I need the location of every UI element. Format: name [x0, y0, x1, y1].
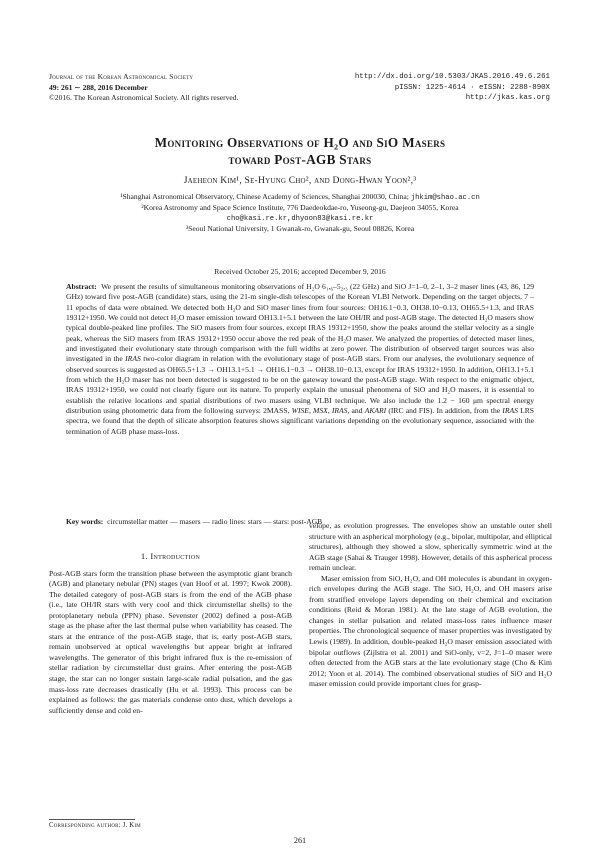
doi-header — [290, 72, 550, 104]
section-heading: 1. Introduction — [140, 551, 201, 561]
copyright-line: ©2016. The Korean Astronomical Society. All rights reserved. — [49, 93, 239, 102]
abstract-wise: WISE — [291, 406, 309, 416]
abstract-iras-1: IRAS — [125, 354, 141, 364]
issn-line: pISSN: 1225-4614 · eISSN: 2288-890X — [394, 83, 550, 92]
intro-paragraph-1: Post-AGB stars form the transition phase between the asymptotic giant branch (AGB) and planetary nebular (PN) stages (van Hoof et al. 1997; Kwok 2008). The detailed category of post-AGB stars is from the end of the AGB phase (i.e., late OH/IR stars with very cool and thick circumstellar shells) to the protoplanetary nebula (PPN) phase. Sevenster (2002) defined a post-AGB stage as the phase after the last thermal pulse when variability has ceased. The stars at the entrance of the post-AGB stage, that is, early post-AGB stars, remain unobserved at optical wavelengths but appear bright at infrared wavelengths. The generator of this bright infrared flux is the re-emission of stellar radiation by circumstellar dust grains. After entering the post-AGB stage, the star can no longer sustain large-scale radial pulsation, and the gas mass-loss rate decreases drastically (Hu et al. 1993). This process can be explained as follows: the gas materials condense onto dust, which develops a sufficiently dense and cold en- — [49, 568, 292, 715]
journal-url[interactable]: http://jkas.kas.org — [465, 94, 550, 102]
keywords-text: circumstellar matter — masers — radio lines: stars — stars: post-AGB — [107, 517, 323, 526]
abstract-sep-2: , — [327, 406, 332, 416]
abstract-text-1: We present the results of simultaneous monitoring observations of H₂O 6₁,₆–5₂,₃ (22 GHz) and SiO J=1–0, 2–1, 3–2 maser lines (43, 86, 129 GHz) toward five post-AGB (candidate) stars, using the 21-m single-dish telescopes of the Korean VLBI Network. Depending on the target objects, 7 – 11 epochs of data were obtained. We detected both H₂O and SiO maser lines from four sources: OH16.1−0.3, OH38.10−0.13, OH65.5+1.3, and IRAS 19312+1950. We could not detect H₂O maser emission toward OH13.1+5.1 between the late OH/IR and post-AGB stage. The detected H₂O masers show typical double-peaked line profiles. The SiO masers from four sources, except IRAS 19312+1950, show the peaks around the stellar velocity as a single peak, whereas the SiO masers from IRAS 19312+1950 occur above the red peak of the H₂O maser. We analyzed the properties of detected maser lines, and investigated their evolutionary state through comparison with the full widths at zero power. The distribution of observed target sources was also investigated in the — [66, 282, 534, 364]
intro-right-column — [309, 521, 552, 690]
affiliation-1 — [40, 192, 560, 203]
affiliation-2-text: ²Korea Astronomy and Space Science Institute, 776 Daedeokdae-ro, Yuseong-gu, Daejeon 34055, Korea — [141, 203, 459, 213]
affiliation-1-text: ¹Shanghai Astronomical Observatory, Chinese Academy of Sciences, Shanghai 200030, China; — [120, 192, 409, 201]
abstract-label: Abstract: — [66, 282, 97, 291]
keywords-label: Key words: — [66, 517, 104, 526]
intro-paragraph-1-continued: velope, as evolution progresses. The envelopes show an unstable outer shell structure with an aspherical morphology (e.g., bipolar, multipolar, and elliptical structures), although they showed a slow, spherically symmetric wind at the AGB stage (Sahai & Trauger 1998). However, details of this aspherical process remain unclear. — [309, 521, 552, 573]
abstract-akari: AKARI — [364, 406, 387, 416]
affiliation-1-email[interactable]: jhkim@shao.ac.cn — [410, 194, 480, 202]
abstract-iras-2: IRAS — [331, 406, 348, 416]
abstract-text-3: (IRC and FIS). In addition, from the — [386, 406, 503, 416]
abstract-text-4: LRS spectra, we found that the depth of silicate absorption features shows significant variations depending on the evolutionary sequence, associated with the termination of AGB phase mass-loss. — [66, 406, 535, 436]
abstract-text-2: two-color diagram in relation with the evolutionary stage of post-AGB stars. From our analyses, the evolutionary sequence of observed sources is suggested as OH65.5+1.3 → OH13.1+5.1 → OH16.1−0.3 → OH38.10−0.13, except for IRAS 19312+1950. In addition, OH13.1+5.1 from which the H₂O maser has not been detected is suggested to be on the gateway toward the post-AGB stage. With respect to the enigmatic object, IRAS 19312+1950, we could not clearly figure out its nature. To properly explain the unusual phenomena of SiO and H₂O masers, it is essential to establish the relative locations and spatial distributions of two masers using VLBI technique. We also include the 1.2 − 160 μm spectral energy distribution using photometric data from the following surveys: 2MASS, — [66, 354, 535, 416]
affiliations — [40, 192, 560, 235]
page-number: 261 — [293, 836, 307, 845]
title-line-1: Monitoring Observations of H₂O and SiO Masers — [154, 135, 446, 150]
author-list: Jaeheon Kim¹, Se-Hyung Cho², and Dong-Hwan Yoon²,³ — [183, 175, 417, 186]
intro-paragraph-2: Maser emission from SiO, H₂O, and OH molecules is abundant in oxygen-rich envelopes during the AGB stage. The SiO, H₂O, and OH masers arise from stratified envelope layers depending on their chemical and excitation conditions (Reid & Moran 1981). At the late stage of AGB evolution, the changes in stellar pulsation and related mass-loss rates influence maser properties. The chronological sequence of maser properties was investigated by Lewis (1989). In addition, double-peaked H₂O maser emission associated with bipolar outflows (Zijlstra et al. 2001) and SiO-only, v=2, J=1–0 maser were often detected from the AGB stars at the late evolutionary stage (Cho & Kim 2012; Yoon et al. 2014). The combined observational studies of SiO and H₂O maser emission could provide important clues for grasp- — [309, 573, 553, 689]
received-dates: Received October 25, 2016; accepted December 9, 2016 — [214, 267, 386, 276]
abstract — [66, 282, 534, 437]
abstract-msx: MSX — [313, 406, 328, 416]
journal-header — [49, 72, 329, 104]
title-line-2: toward Post-AGB Stars — [228, 152, 372, 167]
journal-name: Journal of the Korean Astronomical Society — [49, 72, 194, 81]
intro-left-column — [49, 551, 292, 716]
paper-title — [0, 134, 600, 168]
abstract-sep-1: , — [308, 406, 314, 416]
abstract-iras-3: IRAS — [502, 406, 518, 416]
affiliation-3-text: ³Seoul National University, 1 Gwanak-ro, Gwanak-gu, Seoul 08826, Korea — [185, 224, 415, 234]
abstract-sep-3: , and — [347, 406, 365, 416]
volume-line: 49: 261 ∼ 288, 2016 December — [49, 82, 148, 92]
footnote-rule — [49, 819, 135, 820]
corresponding-author: Corresponding author: J. Kim — [49, 822, 141, 829]
doi-link[interactable]: http://dx.doi.org/10.5303/JKAS.2016.49.6.261 — [354, 73, 550, 81]
affiliation-2-email[interactable]: cho@kasi.re.kr,dhyoon83@kasi.re.kr — [226, 214, 374, 223]
